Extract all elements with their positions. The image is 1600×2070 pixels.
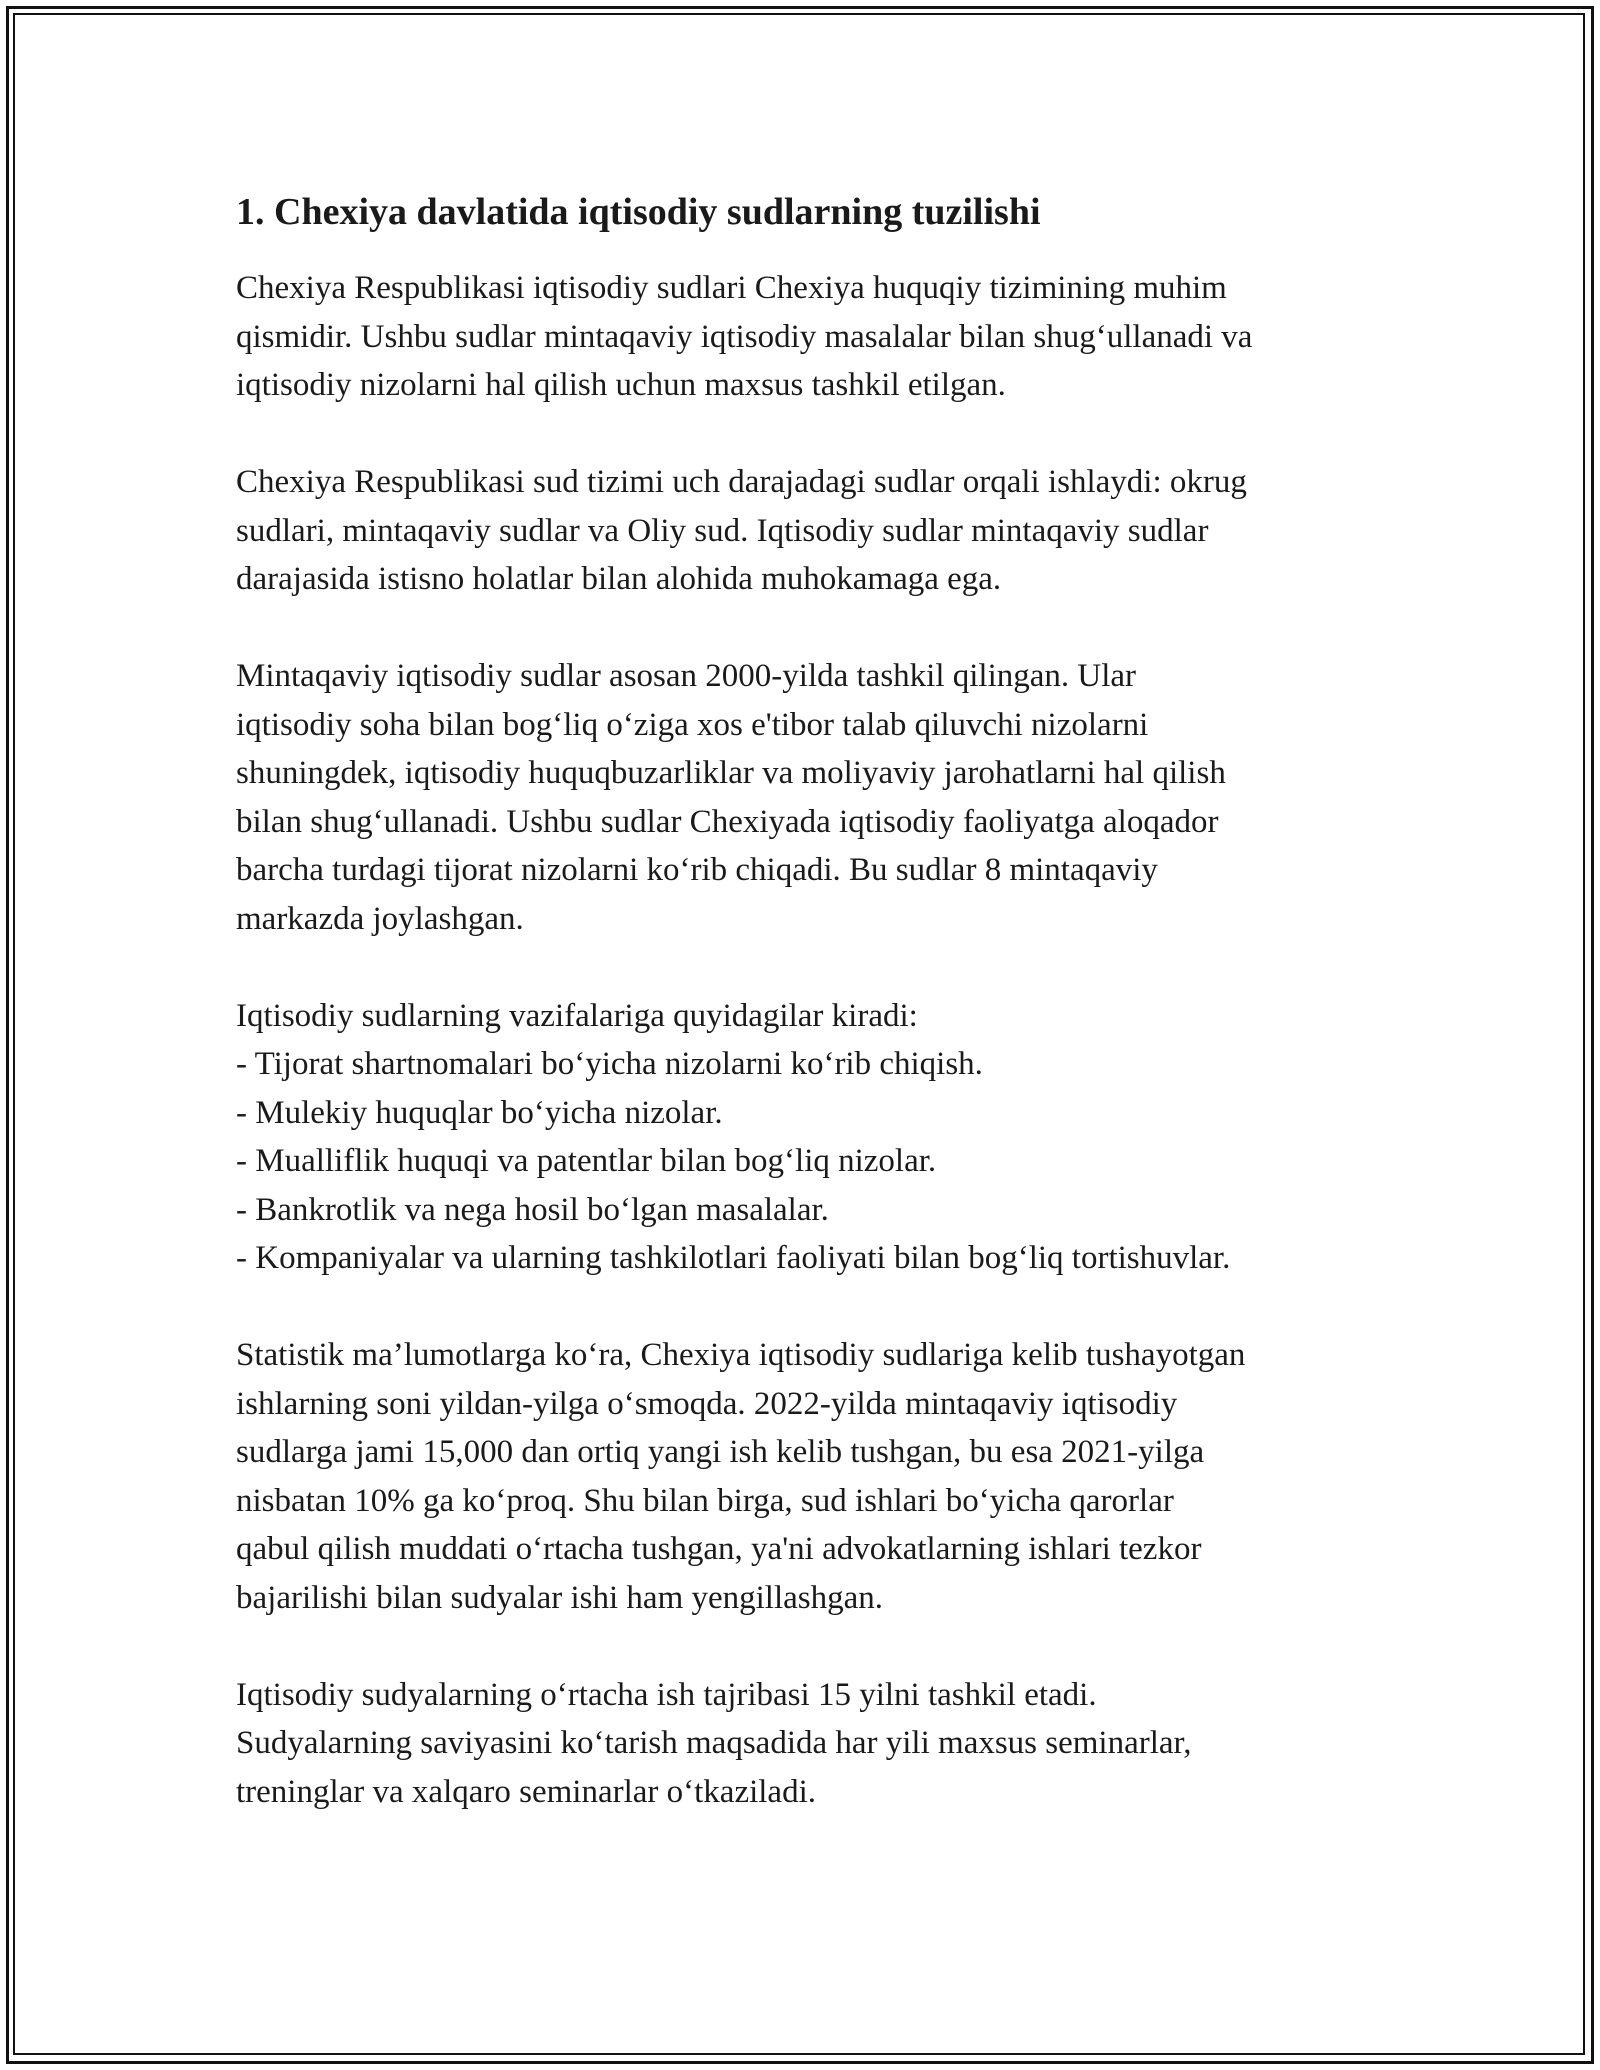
paragraph-judges-experience: Iqtisodiy sudyalarning o‘rtacha ish tajribasi 15 yilni tashkil etadi. Sudyalarning saviyasini ko‘tarish maqsadida har yili maxsus seminarlar, treninglar va xalqaro seminarlar o‘tkaziladi. — [236, 1676, 1192, 1810]
paragraph-intro: Chexiya Respublikasi iqtisodiy sudlari Chexiya huquqiy tizimining muhim qismidir. Ushbu sudlar mintaqaviy iqtisodiy masalalar bilan shug‘ullanadi va iqtisodiy nizolarni hal qilish uchun maxsus tashkil etilgan. — [236, 270, 1253, 403]
document-body — [236, 186, 1406, 1865]
list-item: - Mualliflik huquqi va patentlar bilan bog‘liq nizolar. — [236, 1143, 937, 1179]
document-title: 1. Chexiya davlatida iqtisodiy sudlarning tuzilishi — [236, 191, 1041, 233]
paragraph-statistics: Statistik ma’lumotlarga ko‘ra, Chexiya iqtisodiy sudlariga kelib tushayotgan ishlarning soni yildan-yilga o‘smoqda. 2022-yilda mintaqaviy iqtisodiy sudlarga jami 15,000 dan ortiq yangi ish kelib tushgan, bu esa 2021-yilga nisbatan 10% ga ko‘proq. Shu bilan birga, sud ishlari bo‘yicha qarorlar qabul qilish muddati o‘rtacha tushgan, ya'ni advokatlarning ishlari tezkor bajarilishi bilan sudyalar ishi ham yengillashgan. — [236, 1337, 1246, 1616]
list-item: - Mulekiy huquqlar bo‘yicha nizolar. — [236, 1094, 723, 1131]
list-item: - Kompaniyalar va ularning tashkilotlari faoliyati bilan bog‘liq tortishuvlar. — [236, 1240, 1231, 1276]
list-item: - Tijorat shartnomalari bo‘yicha nizolarni ko‘rib chiqish. — [236, 1046, 983, 1082]
paragraph-court-system: Chexiya Respublikasi sud tizimi uch darajadagi sudlar orqali ishlaydi: okrug sudlari, mintaqaviy sudlar va Oliy sud. Iqtisodiy sudlar mintaqaviy sudlar darajasida istisno holatlar bilan alohida muhokamaga ega. — [236, 464, 1247, 597]
list-item: - Bankrotlik va nega hosil bo‘lgan masalalar. — [236, 1191, 829, 1228]
duties-list — [236, 992, 1406, 1283]
duties-list-intro: Iqtisodiy sudlarning vazifalariga quyidagilar kiradi: — [236, 997, 918, 1034]
paragraph-regional-courts: Mintaqaviy iqtisodiy sudlar asosan 2000-yilda tashkil qilingan. Ular iqtisodiy soha bilan bog‘liq o‘ziga xos e'tibor talab qiluvchi nizolarni shuningdek, iqtisodiy huquqbuzarliklar va moliyaviy jarohatlarni hal qilish bilan shug‘ullanadi. Ushbu sudlar Chexiyada iqtisodiy faoliyatga aloqador barcha turdagi tijorat nizolarni ko‘rib chiqadi. Bu sudlar 8 mintaqaviy markazda joylashgan. — [236, 658, 1226, 937]
